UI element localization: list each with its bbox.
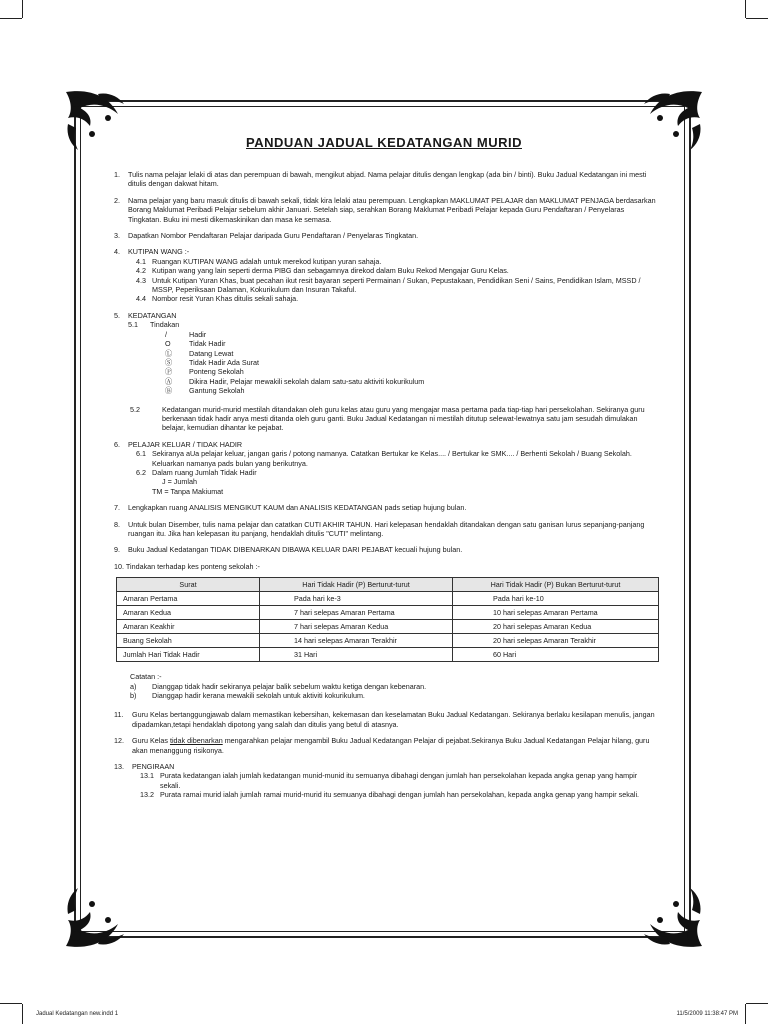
section-pelajar-keluar: 6. PELAJAR KELUAR / TIDAK HADIR 6.1 Sekiranya aUa pelajar keluar, jangan garis / potong namanya. Catatkan Bertukar ke Kelas.... / Bertukar ke SMK.... / Berhenti Sekolah / Buang Sekolah. Keluarkan namanya pads bulan yang berikutnya. 6.2 Dalam ruang Jumlah Tidak Hadir J = Jumlah TM = Tanpa Makiumat	[114, 440, 659, 496]
section-kedatangan: 5. KEDATANGAN 5.1 Tindakan / Hadir O Tidak Hadir Ⓛ Datang Lewat Ⓢ Tidak Hadir Ada Surat Ⓟ Ponteng Sekolah Ⓐ Dikira Hadir, Pelajar mewakili sekolah dalam satu-satu aktiviti kokurikulum Ⓑ Gantung Sekolah 5.2 Kedatangan murid-murid mestilah ditandakan oleh guru kelas atau guru yang mengajar masa pertama pada tiap-tiap hari persekolahan. Sekiranya guru berkenaan tidak hadir anya mesti ditanda oleh guru ganti. Buku Jadual Kedatangan ni mestilah ditutup selewat-lewatnya satu jam sesudah dimulakan belajar, kemudian dihantar ke pejabat.	[114, 311, 659, 433]
ponteng-table	[116, 577, 659, 662]
symbol-row: / Hadir	[165, 329, 207, 339]
list-item: 1. Tulis nama pelajar lelaki di atas dan perempuan di bawah, mengikut abjad. Nama pelajar ditulis dengan lengkap (ada bin / binti). Buku Jadual Kedatangan ini mesti ditulis dengan dakwat hitam.	[114, 170, 647, 189]
list-item: 11. Guru Kelas bertanggungjawab dalam memastikan kebersihan, kekemasan dan keselamatan Buku Jadual Kedatangan. Sekiranya berlaku kesilapan menulis, jangan dipadamkan,tetapi hendaklah dipotong yang salah dan ditulis yang betul di atasnya.	[114, 710, 655, 729]
item-10-heading: 10. Tindakan terhadap kes ponteng sekolah :-	[114, 561, 260, 571]
page-title: PANDUAN JADUAL KEDATANGAN MURID	[246, 135, 522, 150]
footer-filename: Jadual Kedatangan new.indd 1	[36, 1011, 119, 1017]
table-header-row	[117, 578, 659, 592]
symbol-row: Ⓐ Dikira Hadir, Pelajar mewakili sekolah dalam satu-satu aktiviti kokurikulum	[165, 376, 425, 386]
table-row: Amaran Keakhir 7 hari selepas Amaran Kedua 20 hari selepas Amaran Kedua	[117, 620, 659, 634]
crop-mark	[746, 18, 768, 19]
ornament-corner-bottom-left	[62, 870, 142, 950]
ornament-corner-top-left	[62, 88, 142, 168]
column-header: Hari Tidak Hadir (P) Bukan Berturut-turut	[453, 578, 659, 592]
legend-jumlah: J = Jumlah	[162, 477, 197, 487]
table-row: Amaran Pertama Pada hari ke-3 Pada hari ke-10	[117, 592, 659, 606]
section-kutipan-wang: 4. KUTIPAN WANG :- 4.1 Ruangan KUTIPAN WANG adalah untuk merekod kutipan yuran sahaja. 4.2 Kutipan wang yang lain seperti derma PIBG dan sebagamnya direkod dalam Buku Rekod Mengajar Guru Kelas. 4.3 Untuk Kutipan Yuran Khas, buat pecahan ikut resit bayaran seperti Permainan / Sukan, Pepustakaan, Pendidikan Seni / Sains, Pendidikan Islam, MSSD / MSSP, Peperiksaan Dalaman, Kokurikulum dan Insuran Takaful. 4.4 Nombor resit Yuran Khas ditulis sekali sahaja.	[114, 247, 641, 304]
symbol-row: Ⓛ Datang Lewat	[165, 348, 234, 358]
crop-mark	[0, 18, 22, 19]
symbol-row: Ⓑ Gantung Sekolah	[165, 386, 245, 396]
symbol-row: Ⓢ Tidak Hadir Ada Surat	[165, 357, 260, 367]
crop-mark	[0, 1003, 22, 1004]
ornament-corner-bottom-right	[626, 870, 706, 950]
guide-content	[114, 170, 659, 807]
section-pengiraan: 13. PENGIRAAN 13.1 Purata kedatangan ialah jumlah kedatangan munid-munid itu semuanya dibahagi dengan jumlah han persekolahan kepada angka genap yang hampir sekali. 13.2 Purata ramai murid ialah jumlah ramai murid-murid itu semuanya dibahagi dengan jumlah han persekolahan, kepada angka genap yang hampir sekali.	[114, 762, 640, 800]
crop-mark	[746, 1003, 768, 1004]
catatan-heading: Catatan :-	[130, 672, 162, 682]
symbol-row: Ⓟ Ponteng Sekolah	[165, 367, 244, 377]
table-row: Jumlah Hari Tidak Hadir 31 Hari 60 Hari	[117, 648, 659, 662]
list-item: 8. Untuk bulan Disember, tulis nama pelajar dan catatkan CUTI AKHIR TAHUN. Hari kelepasan hendaklah ditandakan dengan satu ganisan lurus sepanjang-panjang ruangan itu. Jika han kelepasan itu panjang, hendaklah ditulis "CUTI" melintang.	[114, 519, 645, 538]
column-header: Surat	[117, 578, 260, 592]
list-item: 3. Dapatkan Nombor Pendaftaran Pelajar daripada Guru Pendaftaran / Penyelaras Tingkatan.	[114, 231, 419, 241]
table-row: Buang Sekolah 14 hari selepas Amaran Terakhir 20 hari selepas Amaran Terakhir	[117, 634, 659, 648]
list-item: 12. Guru Kelas tidak dibenarkan mengarahkan pelajar mengambil Buku Jadual Kedatangan Pelajar di pejabat.Sekiranya Buku Jadual Kedatangan Pelajar hilang, guru akan menanggung risikonya.	[114, 736, 650, 755]
list-item: 2. Nama pelajar yang baru masuk ditulis di bawah sekali, tidak kira lelaki atau perempuan. Lengkapkan MAKLUMAT PELAJAR dan MAKLUMAT PENJAGA berdasarkan Borang Maklumat Peribadi Pelajar sebelum akhir Januari. Setelah siap, serahkan Borang Maklumat Peribadi Pelajar kepada Guru Pendaftaran / Penyelaras Tingkatan. Buku ini mesti dikemaskinikan dan masa ke semasa.	[114, 195, 656, 224]
crop-mark	[745, 0, 746, 18]
crop-mark	[22, 1004, 23, 1024]
catatan-notes: Catatan :- a) Dianggap tidak hadir sekiranya pelajar balik sebelum waktu ketiga dengan kebenaran. b) Dianggap hadir kerana mewakili sekolah untuk aktiviti kokurikulum.	[114, 672, 659, 700]
table-row: Amaran Kedua 7 hari selepas Amaran Pertama 10 hari selepas Amaran Pertama	[117, 606, 659, 620]
crop-mark	[22, 0, 23, 18]
footer-timestamp: 11/5/2009 11:38:47 PM	[676, 1011, 738, 1017]
crop-mark	[745, 1004, 746, 1024]
list-item: 9. Buku Jadual Kedatangan TIDAK DIBENARKAN DIBAWA KELUAR DARI PEJABAT kecuali hujung bulan.	[114, 545, 463, 555]
column-header: Hari Tidak Hadir (P) Berturut-turut	[260, 578, 453, 592]
legend-tanpa-maklumat: TM = Tanpa Makiumat	[152, 486, 224, 496]
symbol-row: O Tidak Hadir	[165, 339, 226, 349]
ornament-corner-top-right	[626, 88, 706, 168]
list-item: 7. Lengkapkan ruang ANALISIS MENGIKUT KAUM dan ANALISIS KEDATANGAN pads setiap hujung bulan.	[114, 503, 467, 513]
